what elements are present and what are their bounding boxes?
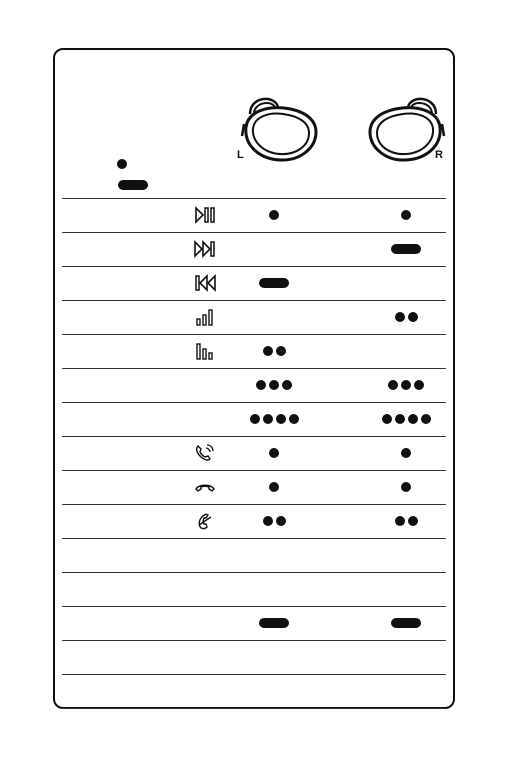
single-tap-legend-icon	[117, 159, 127, 169]
row-divider	[62, 402, 446, 403]
tap-dot-icon	[408, 312, 418, 322]
row-divider	[62, 198, 446, 199]
end-call-icon	[193, 477, 217, 497]
tap-hold-icon	[391, 618, 421, 628]
row-divider	[62, 674, 446, 675]
row-divider	[62, 572, 446, 573]
tap-dot-icon	[276, 346, 286, 356]
tap-dot-icon	[276, 516, 286, 526]
tap-dot-icon	[269, 210, 279, 220]
left-earbud-gesture	[234, 276, 314, 290]
right-earbud-gesture	[366, 412, 446, 426]
row-divider	[62, 368, 446, 369]
tap-dot-icon	[401, 448, 411, 458]
tap-dot-icon	[263, 414, 273, 424]
tap-dot-icon	[408, 414, 418, 424]
left-earbud-label: L	[237, 149, 244, 161]
answer-call-icon	[193, 443, 217, 463]
row-divider	[62, 436, 446, 437]
tap-dot-icon	[263, 516, 273, 526]
tap-hold-icon	[259, 618, 289, 628]
row-divider	[62, 470, 446, 471]
left-earbud-gesture	[234, 616, 314, 630]
right-earbud-gesture	[366, 242, 446, 256]
left-earbud-illustration	[236, 94, 322, 164]
tap-dot-icon	[395, 312, 405, 322]
row-divider	[62, 708, 446, 709]
tap-dot-icon	[256, 380, 266, 390]
tap-dot-icon	[408, 516, 418, 526]
tap-dot-icon	[401, 482, 411, 492]
row-divider	[62, 266, 446, 267]
tap-dot-icon	[250, 414, 260, 424]
left-earbud-gesture	[234, 514, 314, 528]
left-earbud-gesture	[234, 412, 314, 426]
tap-dot-icon	[388, 380, 398, 390]
tap-hold-icon	[391, 244, 421, 254]
tap-dot-icon	[421, 414, 431, 424]
tap-dot-icon	[382, 414, 392, 424]
tap-dot-icon	[269, 380, 279, 390]
left-earbud-gesture	[234, 480, 314, 494]
tap-hold-icon	[259, 278, 289, 288]
row-divider	[62, 504, 446, 505]
right-earbud-gesture	[366, 208, 446, 222]
next-track-icon	[193, 239, 217, 259]
volume-up-icon	[193, 307, 217, 327]
tap-dot-icon	[282, 380, 292, 390]
previous-track-icon	[193, 273, 217, 293]
tap-dot-icon	[401, 210, 411, 220]
reject-call-icon	[193, 511, 217, 531]
tap-dot-icon	[289, 414, 299, 424]
play-pause-icon	[193, 205, 217, 225]
tap-dot-icon	[395, 414, 405, 424]
tap-dot-icon	[414, 380, 424, 390]
right-earbud-gesture	[366, 480, 446, 494]
right-earbud-gesture	[366, 616, 446, 630]
tap-dot-icon	[269, 448, 279, 458]
tap-dot-icon	[269, 482, 279, 492]
row-divider	[62, 606, 446, 607]
left-earbud-gesture	[234, 378, 314, 392]
left-earbud-gesture	[234, 208, 314, 222]
volume-down-icon	[193, 341, 217, 361]
row-divider	[62, 538, 446, 539]
row-divider	[62, 300, 446, 301]
tap-dot-icon	[263, 346, 273, 356]
right-earbud-label: R	[435, 149, 443, 161]
left-earbud-gesture	[234, 446, 314, 460]
right-earbud-gesture	[366, 310, 446, 324]
tap-dot-icon	[276, 414, 286, 424]
tap-dot-icon	[401, 380, 411, 390]
right-earbud-gesture	[366, 446, 446, 460]
row-divider	[62, 232, 446, 233]
tap-hold-legend-icon	[118, 180, 148, 190]
row-divider	[62, 334, 446, 335]
row-divider	[62, 640, 446, 641]
tap-dot-icon	[395, 516, 405, 526]
left-earbud-gesture	[234, 344, 314, 358]
right-earbud-gesture	[366, 514, 446, 528]
right-earbud-gesture	[366, 378, 446, 392]
